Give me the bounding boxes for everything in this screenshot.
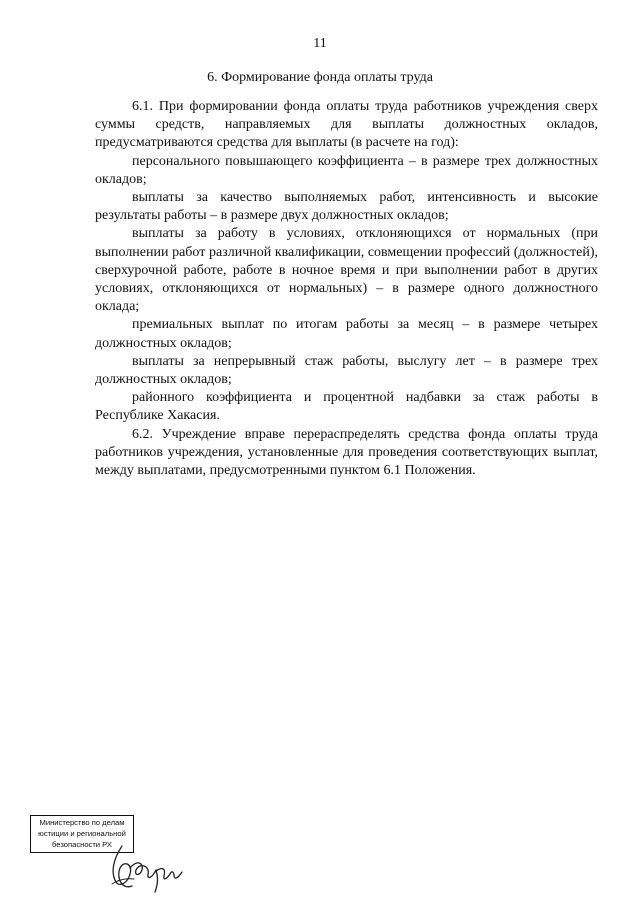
document-body <box>95 98 598 480</box>
handwritten-signature <box>100 838 200 898</box>
paragraph-bonus-payments: премиальных выплат по итогам работы за месяц – в размере четырех должностных окладов; <box>95 317 598 351</box>
stamp-line: юстиции и региональной <box>38 829 126 838</box>
paragraph-abnormal-conditions: выплаты за работу в условиях, отклоняющихся от нормальных (при выполнении работ различной квалификации, совмещении профессий (должностей), сверхурочной работе, работе в ночное время и при выполнении работ в других условиях, отклоняющихся от нормальных) – в размере одного должностного оклада; <box>95 226 598 315</box>
page-number: 11 <box>313 36 327 51</box>
paragraph-6-2: 6.2. Учреждение вправе перераспределять средства фонда оплаты труда работников учреждения, установленные для проведения соответствующих выплат, между выплатами, предусмотренными пунктом 6.1 Положения. <box>95 426 598 479</box>
paragraph-seniority-payments: выплаты за непрерывный стаж работы, выслугу лет – в размере трех должностных окладов; <box>95 353 598 388</box>
stamp-line: Министерство по делам <box>39 818 125 827</box>
paragraph-6-1: 6.1. При формировании фонда оплаты труда работников учреждения сверх суммы средств, направляемых для выплаты должностных окладов, предусматриваются средства для выплаты (в расчете на год): <box>95 99 598 151</box>
section-title: 6. Формирование фонда оплаты труда <box>207 70 433 85</box>
paragraph-regional-coefficient: районного коэффициента и процентной надбавки за стаж работы в Республике Хакасия. <box>95 390 598 424</box>
paragraph-quality-payments: выплаты за качество выполняемых работ, интенсивность и высокие результаты работы – в размере двух должностных окладов; <box>95 190 598 224</box>
stamp-line: безопасности РХ <box>52 840 112 849</box>
paragraph-personal-coefficient: персонального повышающего коэффициента – в размере трех должностных окладов; <box>95 153 598 187</box>
